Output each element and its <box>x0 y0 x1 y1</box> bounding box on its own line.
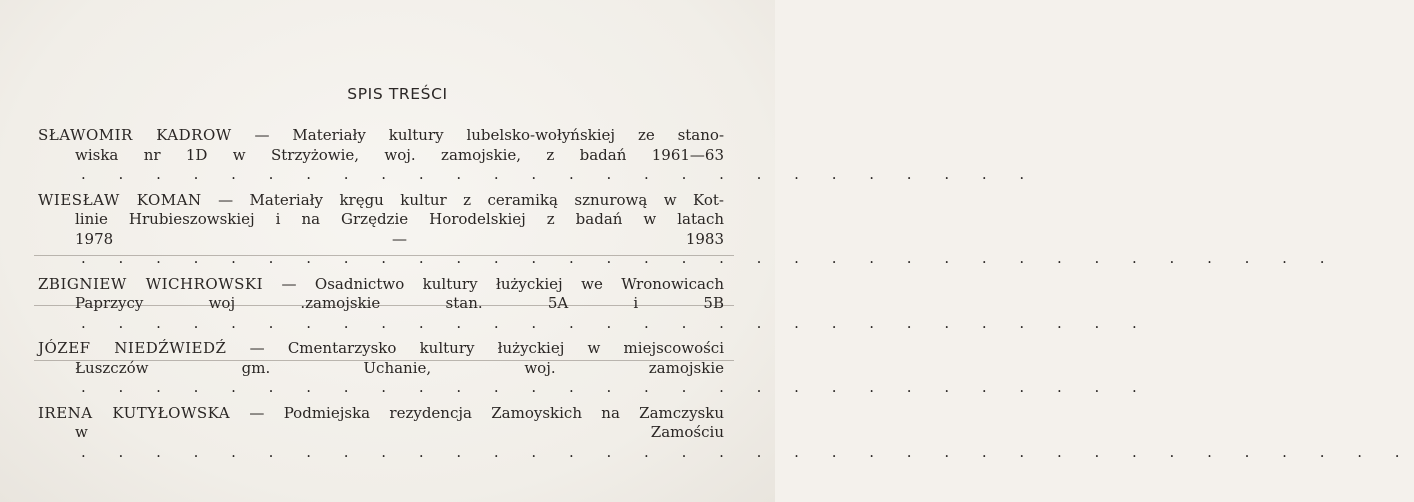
entry-title-continued: 1978 — 1983 <box>75 229 724 248</box>
toc-entry-first-line <box>38 404 724 424</box>
entry-title-continued: wiska nr 1D w Strzyżowie, woj. zamojskie, z badań 1961—63 <box>75 145 724 164</box>
dot-leader: . . . . . . . . . . . . . . . . . . . . . . . . . . . . . <box>81 378 1151 396</box>
toc-entry-niedzwiedz[interactable] <box>38 339 1151 398</box>
entry-author: SŁAWOMIR KADROW <box>38 126 232 144</box>
dot-leader: . . . . . . . . . . . . . . . . . . . . . . . . . . <box>81 165 1039 183</box>
entry-author: IRENA KUTYŁOWSKA <box>38 403 231 422</box>
toc-entry-continuation <box>38 358 1151 398</box>
toc-entry-kutylowska[interactable] <box>38 403 1414 463</box>
entry-title-continued: Paprzycy woj .zamojskie stan. 5A i 5B <box>75 294 724 312</box>
entry-title: — Materiały kultury lubelsko-wołyńskiej ze stano- <box>254 126 725 144</box>
entry-author: JÓZEF NIEDŹWIEDŹ <box>38 339 227 357</box>
toc-entry-continuation <box>38 423 1414 462</box>
dot-leader: . . . . . . . . . . . . . . . . . . . . . . . . . . . . . <box>81 313 1151 332</box>
entry-title-continued: w Zamościu <box>75 423 724 441</box>
entry-author: ZBIGNIEW WICHROWSKI <box>38 274 264 293</box>
toc-entry-koman[interactable] <box>38 190 1339 269</box>
toc-entry-continuation <box>38 294 1151 333</box>
toc-entry-first-line <box>38 126 724 146</box>
entry-title: — Materiały kręgu kultur z ceramiką sznurową w Kot- <box>218 190 724 209</box>
toc-entry-kadrow[interactable] <box>38 126 1039 185</box>
toc-entry-first-line <box>38 191 724 211</box>
entry-author: WIESŁAW KOMAN <box>38 190 202 209</box>
table-of-contents <box>38 126 1414 468</box>
entry-title: — Osadnictwo kultury łużyckiej we Wronowicach <box>281 274 724 293</box>
toc-entry-continuation <box>38 145 1039 185</box>
toc-entry-first-line <box>38 339 724 359</box>
dot-leader: . . . . . . . . . . . . . . . . . . . . . . . . . . . . . . . . . . <box>81 249 1339 267</box>
toc-entry-first-line <box>38 275 724 295</box>
entry-title-continued: linie Hrubieszowskiej i na Grzędzie Horodelskiej z badań w latach <box>75 210 724 228</box>
toc-entry-wichrowski[interactable] <box>38 274 1151 334</box>
toc-entry-continuation <box>38 229 1339 269</box>
page-title: SPIS TREŚCI <box>347 85 448 103</box>
entry-title: — Cmentarzysko kultury łużyckiej w miejscowości <box>249 339 724 357</box>
entry-title: — Podmiejska rezydencja Zamoyskich na Zamczysku <box>249 403 724 422</box>
dot-leader: . . . . . . . . . . . . . . . . . . . . . . . . . . . . . . . . . . . . <box>81 442 1414 461</box>
entry-title-continued: Łuszczów gm. Uchanie, woj. zamojskie <box>75 358 724 377</box>
